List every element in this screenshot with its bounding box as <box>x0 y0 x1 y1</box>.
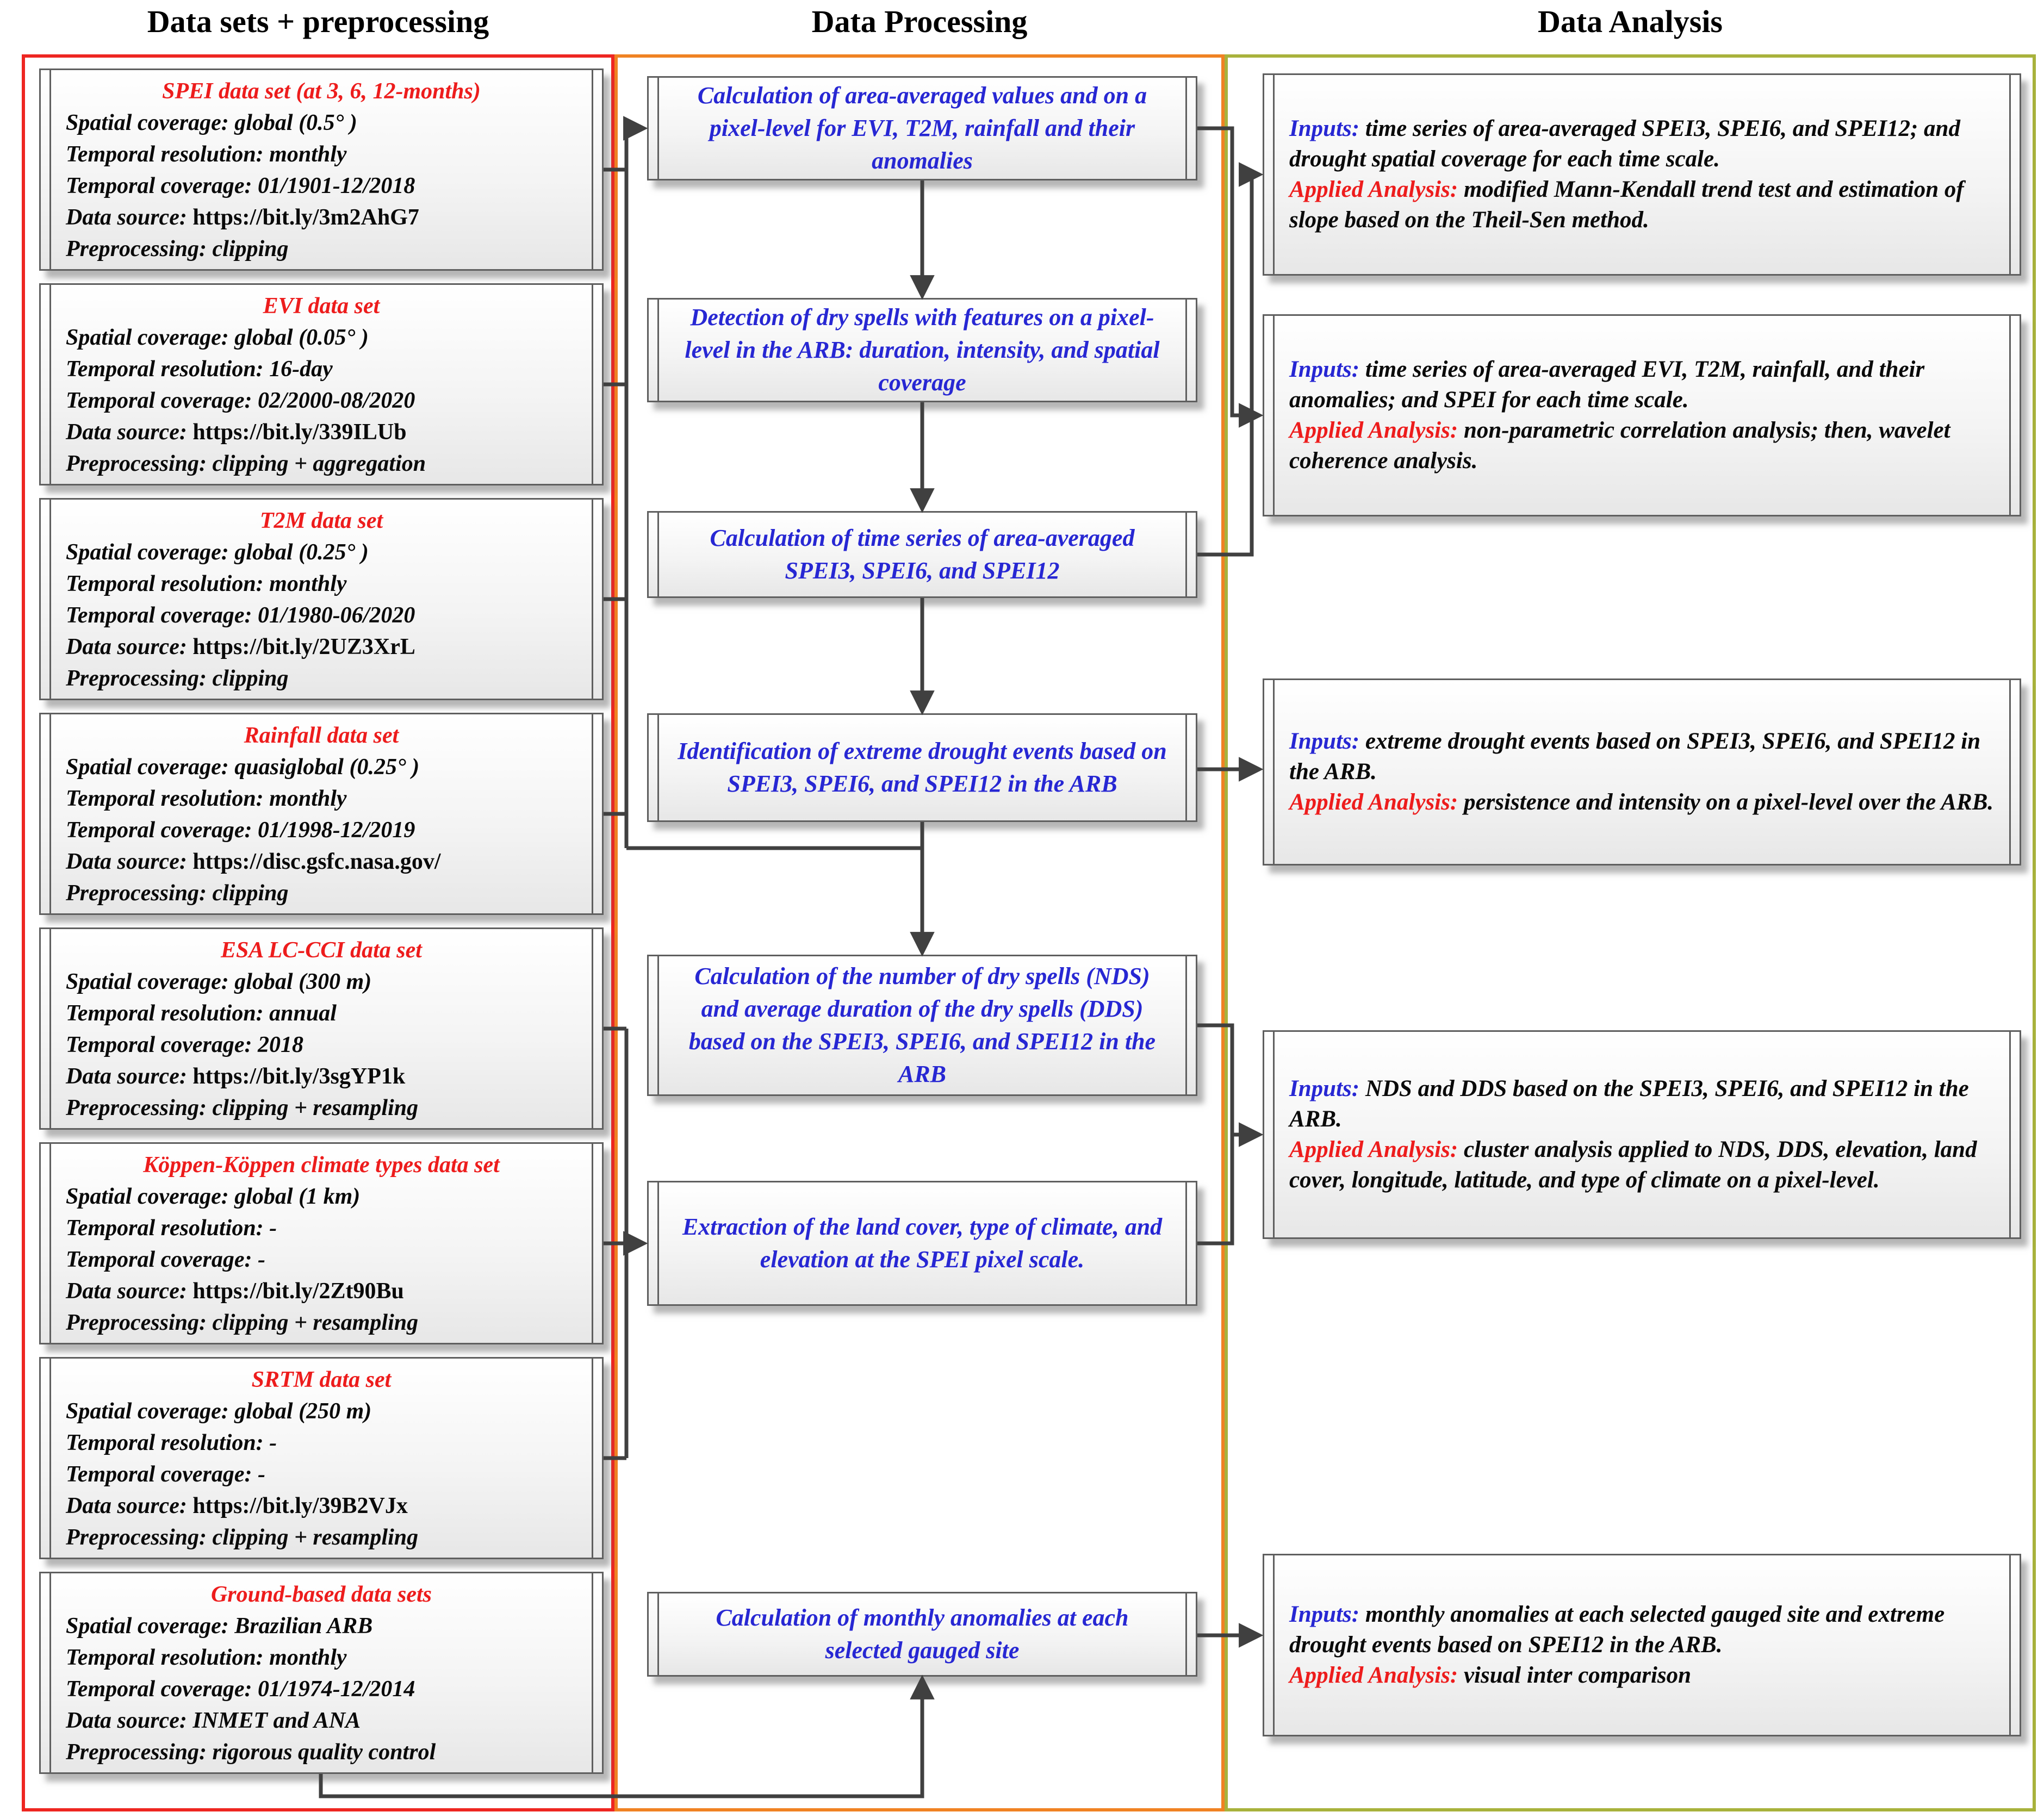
applied-analysis-label: Applied Analysis: <box>1289 177 1458 202</box>
column-header-analysis: Data Analysis <box>1537 4 1723 39</box>
field-value: monthly <box>269 571 347 596</box>
field-label: Preprocessing: <box>66 1525 207 1550</box>
dataset-field <box>66 1092 577 1124</box>
applied-analysis-paragraph <box>1289 1135 1995 1196</box>
field-label: Temporal coverage: <box>66 173 252 198</box>
dataset-title: EVI data set <box>263 294 380 319</box>
inputs-value: extreme drought events based on SPEI3, SPEI6, and SPEI12 in the ARB. <box>1289 729 1981 785</box>
dataset-box-rainfall <box>39 713 604 915</box>
field-label: Temporal coverage: <box>66 1032 252 1057</box>
field-label: Spatial coverage: <box>66 1614 229 1639</box>
dataset-field <box>66 1642 577 1673</box>
dataset-field <box>66 1275 577 1307</box>
field-label: Spatial coverage: <box>66 1399 229 1424</box>
inputs-paragraph <box>1289 1599 1995 1660</box>
process-text: Calculation of monthly anomalies at each selected gauged site <box>716 1604 1129 1664</box>
field-label: Preprocessing: <box>66 881 207 906</box>
process-text: Calculation of the number of dry spells (NDS) and average duration of the dry spells (DDS) based on the SPEI3, SPEI6, and SPEI12 in the ARB <box>688 963 1156 1087</box>
dataset-field <box>66 663 577 694</box>
field-label: Temporal coverage: <box>66 818 252 843</box>
field-label: Data source: <box>66 205 187 230</box>
dataset-field <box>66 783 577 814</box>
field-label: Temporal coverage: <box>66 1677 252 1702</box>
dataset-field <box>66 1244 577 1275</box>
data-source-url: https://bit.ly/2UZ3XrL <box>192 634 415 659</box>
data-source-url: https://bit.ly/339ILUb <box>192 420 407 445</box>
field-label: Spatial coverage: <box>66 110 229 135</box>
process-box-nds-dds-calculation <box>647 955 1197 1096</box>
dataset-field <box>66 877 577 909</box>
field-value: clipping <box>212 666 289 691</box>
dataset-field <box>66 1307 577 1338</box>
dataset-field <box>66 322 577 353</box>
applied-analysis-value: cluster analysis applied to NDS, DDS, elevation, land cover, longitude, latitude, and type of climate on a pixel-level. <box>1289 1137 1977 1193</box>
field-label: Data source: <box>66 1493 187 1518</box>
field-value: clipping + resampling <box>212 1095 419 1120</box>
dataset-field <box>66 600 577 631</box>
inputs-value: NDS and DDS based on the SPEI3, SPEI6, and SPEI12 in the ARB. <box>1289 1076 1969 1132</box>
field-label: Temporal resolution: <box>66 1001 264 1026</box>
field-value: monthly <box>269 786 347 811</box>
column-header-processing: Data Processing <box>811 4 1028 39</box>
field-label: Preprocessing: <box>66 666 207 691</box>
field-value: - <box>258 1462 266 1487</box>
field-label: Preprocessing: <box>66 1310 207 1335</box>
applied-analysis-value: persistence and intensity on a pixel-level over the ARB. <box>1458 789 1994 815</box>
inputs-paragraph <box>1289 114 1995 175</box>
field-label: Temporal coverage: <box>66 1247 252 1272</box>
process-box-area-averaged-values <box>647 76 1197 180</box>
inputs-label: Inputs: <box>1289 1076 1360 1101</box>
applied-analysis-value: non-parametric correlation analysis; then, wavelet coherence analysis. <box>1289 418 1950 474</box>
applied-analysis-label: Applied Analysis: <box>1289 1663 1458 1688</box>
field-label: Temporal resolution: <box>66 1216 264 1241</box>
field-label: Temporal resolution: <box>66 786 264 811</box>
field-label: Data source: <box>66 1279 187 1304</box>
dataset-box-esa-lc-cci <box>39 927 604 1130</box>
field-label: Data source: <box>66 420 187 445</box>
field-label: Data source: <box>66 1708 187 1733</box>
field-label: Preprocessing: <box>66 236 207 262</box>
dataset-title: Ground-based data sets <box>210 1582 432 1607</box>
dataset-field <box>66 1061 577 1092</box>
dataset-box-ground-based <box>39 1572 604 1774</box>
data-source-url: https://bit.ly/39B2VJx <box>192 1493 408 1518</box>
field-value: clipping + resampling <box>212 1525 419 1550</box>
dataset-field <box>66 1522 577 1553</box>
dataset-field <box>66 1029 577 1061</box>
inputs-label: Inputs: <box>1289 357 1360 382</box>
field-label: Temporal resolution: <box>66 1645 264 1670</box>
analysis-box-persistence-intensity <box>1263 678 2021 866</box>
process-text: Extraction of the land cover, type of climate, and elevation at the SPEI pixel scale. <box>682 1213 1163 1273</box>
process-box-landcover-extraction <box>647 1181 1197 1306</box>
dataset-field <box>66 416 577 448</box>
field-value: clipping + resampling <box>212 1310 419 1335</box>
field-value: Brazilian ARB <box>234 1614 373 1639</box>
inputs-label: Inputs: <box>1289 729 1360 754</box>
field-value: quasiglobal (0.25° ) <box>234 755 420 780</box>
inputs-value: monthly anomalies at each selected gauged site and extreme drought events based on SPEI12 in the ARB. <box>1289 1602 1945 1658</box>
field-label: Temporal resolution: <box>66 357 264 382</box>
analysis-box-visual-intercomparison <box>1263 1554 2021 1736</box>
inputs-paragraph <box>1289 354 1995 415</box>
dataset-field <box>66 1705 577 1736</box>
dataset-field <box>66 1610 577 1642</box>
field-value: global (0.25° ) <box>234 540 369 565</box>
process-box-spei-time-series <box>647 511 1197 598</box>
dataset-field <box>66 170 577 202</box>
dataset-field <box>66 751 577 783</box>
analysis-box-trend-test <box>1263 73 2021 276</box>
dataset-box-srtm <box>39 1357 604 1559</box>
data-source-url: https://bit.ly/3sgYP1k <box>192 1064 406 1089</box>
field-label: Data source: <box>66 1064 187 1089</box>
field-label: Preprocessing: <box>66 1740 207 1765</box>
field-label: Spatial coverage: <box>66 325 229 350</box>
field-label: Temporal coverage: <box>66 603 252 628</box>
inputs-value: time series of area-averaged SPEI3, SPEI6, and SPEI12; and drought spatial coverage for each time scale. <box>1289 116 1960 172</box>
field-label: Spatial coverage: <box>66 540 229 565</box>
field-value: monthly <box>269 1645 347 1670</box>
field-value: - <box>258 1247 266 1272</box>
field-value: 01/1901-12/2018 <box>258 173 415 198</box>
dataset-field <box>66 1427 577 1459</box>
dataset-title: ESA LC-CCI data set <box>221 938 422 963</box>
dataset-field <box>66 448 577 480</box>
dataset-field <box>66 631 577 663</box>
field-label: Spatial coverage: <box>66 1184 229 1209</box>
field-value: 2018 <box>258 1032 304 1057</box>
dataset-title: T2M data set <box>259 508 383 533</box>
applied-analysis-paragraph <box>1289 415 1995 476</box>
field-value: 01/1974-12/2014 <box>258 1677 415 1702</box>
field-label: Temporal resolution: <box>66 1430 264 1455</box>
applied-analysis-paragraph <box>1289 1660 1995 1691</box>
inputs-paragraph <box>1289 726 1995 787</box>
process-box-dry-spell-detection <box>647 298 1197 402</box>
dataset-field <box>66 1181 577 1212</box>
dataset-field <box>66 998 577 1029</box>
field-label: Preprocessing: <box>66 451 207 476</box>
field-value: annual <box>269 1001 337 1026</box>
inputs-value: time series of area-averaged EVI, T2M, rainfall, and their anomalies; and SPEI for each time scale. <box>1289 357 1925 413</box>
applied-analysis-label: Applied Analysis: <box>1289 418 1458 443</box>
process-text: Detection of dry spells with features on a pixel-level in the ARB: duration, intensity, and spatial coverage <box>685 304 1160 396</box>
data-source-url: https://bit.ly/3m2AhG7 <box>192 205 419 230</box>
field-value: global (0.05° ) <box>234 325 369 350</box>
dataset-field <box>66 107 577 139</box>
dataset-field <box>66 846 577 877</box>
dataset-field <box>66 537 577 568</box>
data-source-url: https://disc.gsfc.nasa.gov/ <box>192 849 441 874</box>
dataset-field <box>66 814 577 846</box>
process-text: Calculation of area-averaged values and on a pixel-level for EVI, T2M, rainfall and their anomalies <box>697 82 1147 174</box>
dataset-field <box>66 568 577 600</box>
field-value: clipping + aggregation <box>212 451 426 476</box>
dataset-field <box>66 202 577 233</box>
analysis-box-cluster-analysis <box>1263 1030 2021 1239</box>
dataset-field <box>66 1736 577 1768</box>
process-box-monthly-anomalies <box>647 1592 1197 1677</box>
field-label: Temporal coverage: <box>66 1462 252 1487</box>
field-value: - <box>269 1216 277 1241</box>
dataset-field <box>66 966 577 998</box>
dataset-field <box>66 385 577 416</box>
field-value: global (1 km) <box>234 1184 361 1209</box>
field-label: Temporal coverage: <box>66 388 252 413</box>
dataset-title: Köppen-Köppen climate types data set <box>143 1153 500 1178</box>
dataset-title: Rainfall data set <box>244 723 399 748</box>
dataset-field <box>66 1490 577 1522</box>
applied-analysis-value: visual inter comparison <box>1458 1663 1692 1688</box>
applied-analysis-label: Applied Analysis: <box>1289 789 1458 815</box>
dataset-field <box>66 1396 577 1427</box>
dataset-field <box>66 1212 577 1244</box>
field-label: Preprocessing: <box>66 1095 207 1120</box>
field-label: Spatial coverage: <box>66 755 229 780</box>
field-value: global (300 m) <box>234 969 372 994</box>
field-value: global (0.5° ) <box>234 110 357 135</box>
dataset-field <box>66 233 577 265</box>
process-text: Identification of extreme drought events based on SPEI3, SPEI6, and SPEI12 in the ARB <box>678 738 1167 797</box>
inputs-paragraph <box>1289 1074 1995 1135</box>
dataset-field <box>66 139 577 170</box>
field-value: INMET and ANA <box>192 1708 361 1733</box>
dataset-field <box>66 1459 577 1490</box>
dataset-box-evi <box>39 283 604 485</box>
data-source-url: https://bit.ly/2Zt90Bu <box>192 1279 404 1304</box>
dataset-field <box>66 353 577 385</box>
field-value: 02/2000-08/2020 <box>258 388 415 413</box>
field-label: Data source: <box>66 634 187 659</box>
dataset-field <box>66 1673 577 1705</box>
dataset-title: SRTM data set <box>251 1367 392 1392</box>
field-label: Data source: <box>66 849 187 874</box>
process-text: Calculation of time series of area-averaged SPEI3, SPEI6, and SPEI12 <box>710 525 1135 584</box>
field-value: 16-day <box>269 357 333 382</box>
dataset-box-koppen <box>39 1142 604 1344</box>
process-box-extreme-drought-identification <box>647 713 1197 822</box>
field-value: clipping <box>212 881 289 906</box>
field-value: rigorous quality control <box>212 1740 436 1765</box>
analysis-box-correlation <box>1263 314 2021 516</box>
field-label: Temporal resolution: <box>66 142 264 167</box>
field-label: Spatial coverage: <box>66 969 229 994</box>
inputs-label: Inputs: <box>1289 1602 1360 1627</box>
dataset-box-t2m <box>39 498 604 700</box>
field-value: - <box>269 1430 277 1455</box>
field-label: Temporal resolution: <box>66 571 264 596</box>
applied-analysis-label: Applied Analysis: <box>1289 1137 1458 1162</box>
column-header-datasets: Data sets + preprocessing <box>147 4 489 39</box>
applied-analysis-paragraph <box>1289 787 1995 818</box>
field-value: monthly <box>269 142 347 167</box>
field-value: clipping <box>212 236 289 262</box>
dataset-box-spei <box>39 69 604 271</box>
inputs-label: Inputs: <box>1289 116 1360 141</box>
dataset-title: SPEI data set (at 3, 6, 12-months) <box>162 79 481 104</box>
field-value: 01/1980-06/2020 <box>258 603 415 628</box>
applied-analysis-paragraph <box>1289 175 1995 235</box>
field-value: global (250 m) <box>234 1399 372 1424</box>
field-value: 01/1998-12/2019 <box>258 818 415 843</box>
applied-analysis-value: modified Mann-Kendall trend test and estimation of slope based on the Theil-Sen method. <box>1289 177 1964 233</box>
